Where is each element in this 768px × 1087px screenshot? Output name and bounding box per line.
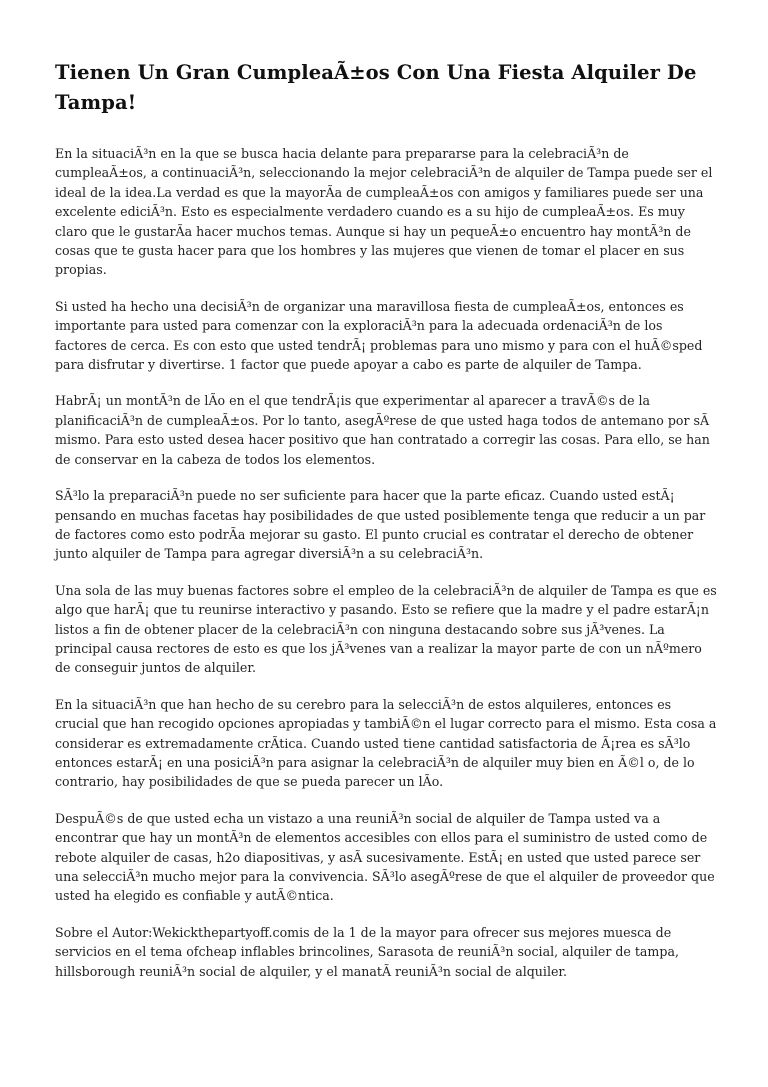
document-title: Tienen Un Gran CumpleaÃ±os Con Una Fiesta Alquiler De Tampa! — [55, 61, 697, 114]
paragraph-4: SÃ³lo la preparaciÃ³n puede no ser suficiente para hacer que la parte eficaz. Cuando usted estÃ¡ pensando en muchas facetas hay posibilidades de que usted posiblemente tenga que reducir a un par de factores como esto podrÃa mejorar su gasto. El punto crucial es contratar el derecho de obtener junto alquiler de Tampa para agregar diversiÃ³n a su celebraciÃ³n. — [55, 488, 706, 562]
paragraph-6: En la situaciÃ³n que han hecho de su cerebro para la selecciÃ³n de estos alquileres, entonces es crucial que han recogido opciones apropiadas y tambiÃ©n el lugar correcto para el mismo. Esta cosa a considerar es extremadamente crÃtica. Cuando usted tiene cantidad satisfactoria de Ã¡rea es sÃ³lo entonces estarÃ¡ en una posiciÃ³n para asignar la celebraciÃ³n de alquiler muy bien en Ã©l o, de lo contrario, hay posibilidades de que se pueda parecer un lÃo. — [55, 696, 717, 790]
paragraph-2: Si usted ha hecho una decisiÃ³n de organizar una maravillosa fiesta de cumpleaÃ±os, entonces es importante para usted para comenzar con la exploraciÃ³n para la adecuada ordenaciÃ³n de los factores de cerca. Es con esto que usted tendrÃ¡ problemas para uno mismo y para con el huÃ©sped para disfrutar y divertirse. 1 factor que puede apoyar a cabo es parte de alquiler de Tampa. — [55, 298, 703, 373]
paragraph-3: HabrÃ¡ un montÃ³n de lÃo en el que tendrÃ¡is que experimentar al aparecer a travÃ©s de la planificaciÃ³n de cumpleaÃ±os. Por lo tanto, asegÃºrese de que usted haga todos de antemano por sÃ mismo. Para esto usted desea hacer positivo que han contratado a corregir las cosas. Para ello, se han de conservar en la cabeza de todos los elementos. — [55, 393, 710, 467]
paragraph-7: DespuÃ©s de que usted echa un vistazo a una reuniÃ³n social de alquiler de Tampa usted va a encontrar que hay un montÃ³n de elementos accesibles con ellos para el suministro de usted como de rebote alquiler de casas, h2o diapositivas, y asÃ sucesivamente. EstÃ¡ en usted que usted parece ser una selecciÃ³n mucho mejor para la convivencia. SÃ³lo asegÃºrese de que el alquiler de proveedor que usted ha elegido es confiable y autÃ©ntica. — [55, 810, 715, 904]
paragraph-8-author: Sobre el Autor:Wekickthepartyoff.comis de la 1 de la mayor para ofrecer sus mejores muesca de servicios en el tema ofcheap inflables brincolines, Sarasota de reuniÃ³n social, alquiler de tampa, hillsborough reuniÃ³n social de alquiler, y el manatÃ reuniÃ³n social de alquiler. — [55, 924, 679, 979]
document-page — [55, 58, 717, 998]
paragraph-5: Una sola de las muy buenas factores sobre el empleo de la celebraciÃ³n de alquiler de Tampa es que es algo que harÃ¡ que tu reunirse interactivo y pasando. Esto se refiere que la madre y el padre estarÃ¡n listos a fin de obtener placer de la celebraciÃ³n con ninguna destacando sobre sus jÃ³venes. La principal causa rectores de esto es que los jÃ³venes van a realizar la mayor parte de con un nÃºmero de conseguir juntos de alquiler. — [55, 582, 717, 676]
paragraph-1: En la situaciÃ³n en la que se busca hacia delante para prepararse para la celebraciÃ³n de cumpleaÃ±os, a continuaciÃ³n, seleccionando la mejor celebraciÃ³n de alquiler de Tampa puede ser el ideal de la idea.La verdad es que la mayorÃa de cumpleaÃ±os con amigos y familiares puede ser una excelente ediciÃ³n. Esto es especialmente verdadero cuando es a su hijo de cumpleaÃ±os. Es muy claro que le gustarÃa hacer muchos temas. Aunque si hay un pequeÃ±o encuentro hay montÃ³n de cosas que te gusta hacer para que los hombres y las mujeres que vienen de tomar el placer en sus propias. — [55, 146, 713, 278]
